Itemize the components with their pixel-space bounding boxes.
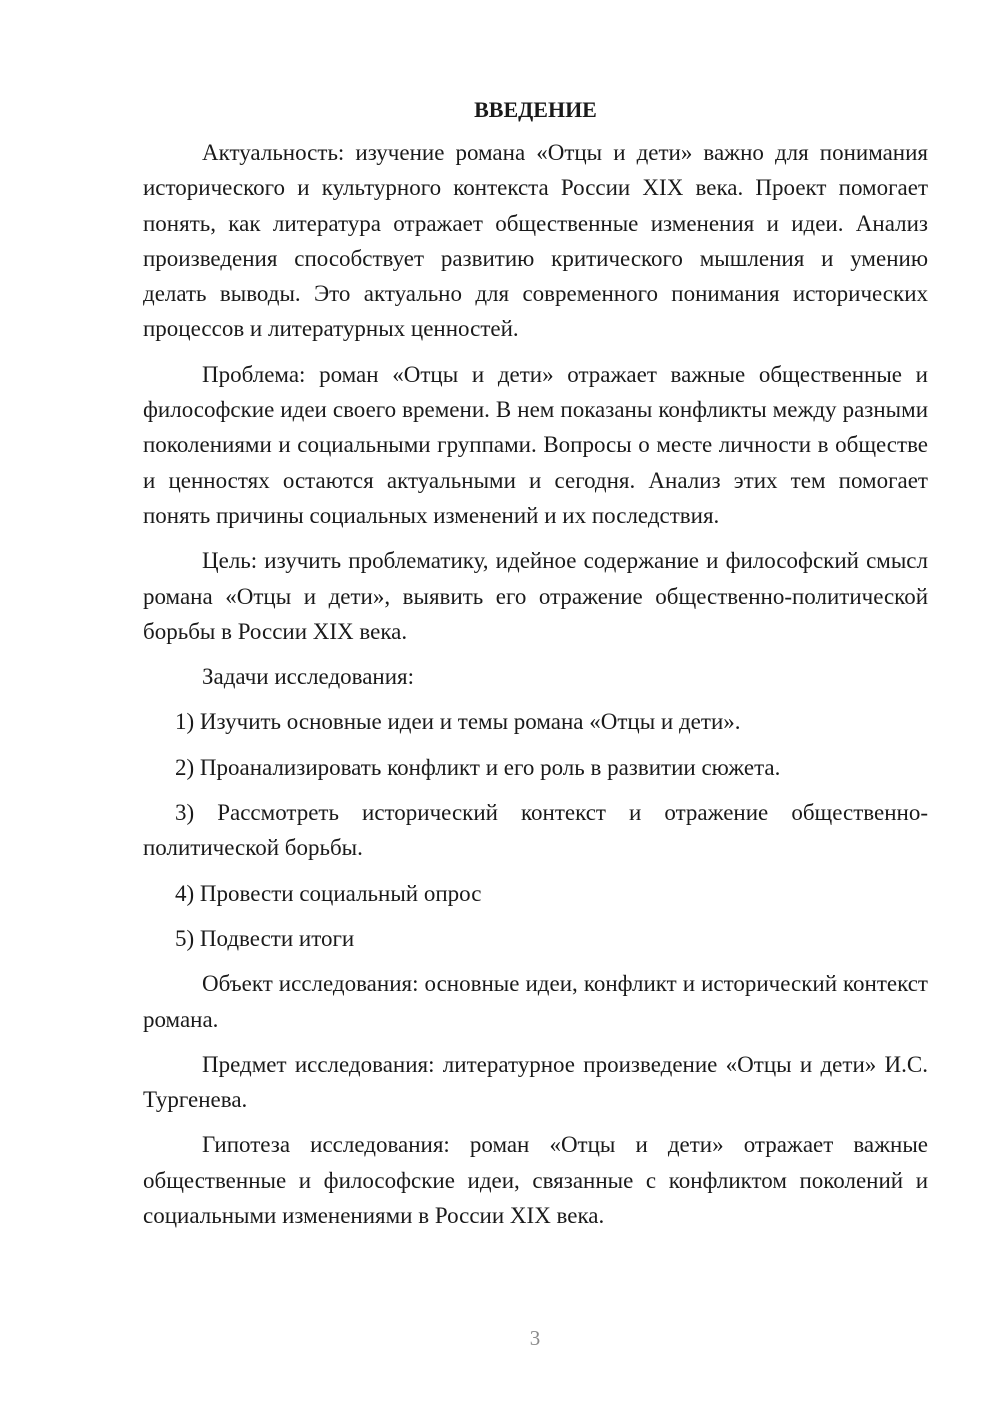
task-item-1: 1) Изучить основные идеи и темы романа «Отцы и дети».: [175, 709, 741, 735]
goal-paragraph: Цель: изучить проблематику, идейное содержание и философский смысл романа «Отцы и дети», выявить его отражение общественно-политической борьбы в России XIX века.: [143, 548, 928, 644]
hypothesis-paragraph: Гипотеза исследования: роман «Отцы и дети» отражает важные общественные и философские идеи, связанные с конфликтом поколений и социальными изменениями в России XIX века.: [143, 1132, 928, 1229]
problem-paragraph: Проблема: роман «Отцы и дети» отражает важные общественные и философские идеи своего времени. В нем показаны конфликты между разными поколениями и социальными группами. Вопросы о месте личности в обществе и ценностях остаются актуальными и сегодня. Анализ этих тем помогает понять причины социальных изменений и их последствия.: [143, 361, 928, 528]
task-item-3: 3) Рассмотреть исторический контекст и отражение общественно-политической борьбы.: [143, 800, 928, 861]
document-page: [143, 92, 928, 1243]
tasks-heading: Задачи исследования:: [202, 664, 415, 690]
subject-paragraph: Предмет исследования: литературное произведение «Отцы и дети» И.С. Тургенева.: [143, 1051, 928, 1113]
section-title: ВВЕДЕНИЕ: [474, 97, 597, 122]
task-item-2: 2) Проанализировать конфликт и его роль в развитии сюжета.: [175, 754, 781, 780]
page-number: 3: [529, 1326, 541, 1350]
object-paragraph: Объект исследования: основные идеи, конфликт и исторический контекст романа.: [143, 971, 928, 1032]
task-item-5: 5) Подвести итоги: [175, 925, 355, 951]
task-item-4: 4) Провести социальный опрос: [175, 880, 482, 906]
relevance-paragraph: Актуальность: изучение романа «Отцы и дети» важно для понимания исторического и культурного контекста России XIX века. Проект помогает понять, как литература отражает общественные изменения и идеи. Анализ произведения способствует развитию критического мышления и умению делать выводы. Это актуально для современного понимания исторических процессов и литературных ценностей.: [143, 140, 928, 342]
